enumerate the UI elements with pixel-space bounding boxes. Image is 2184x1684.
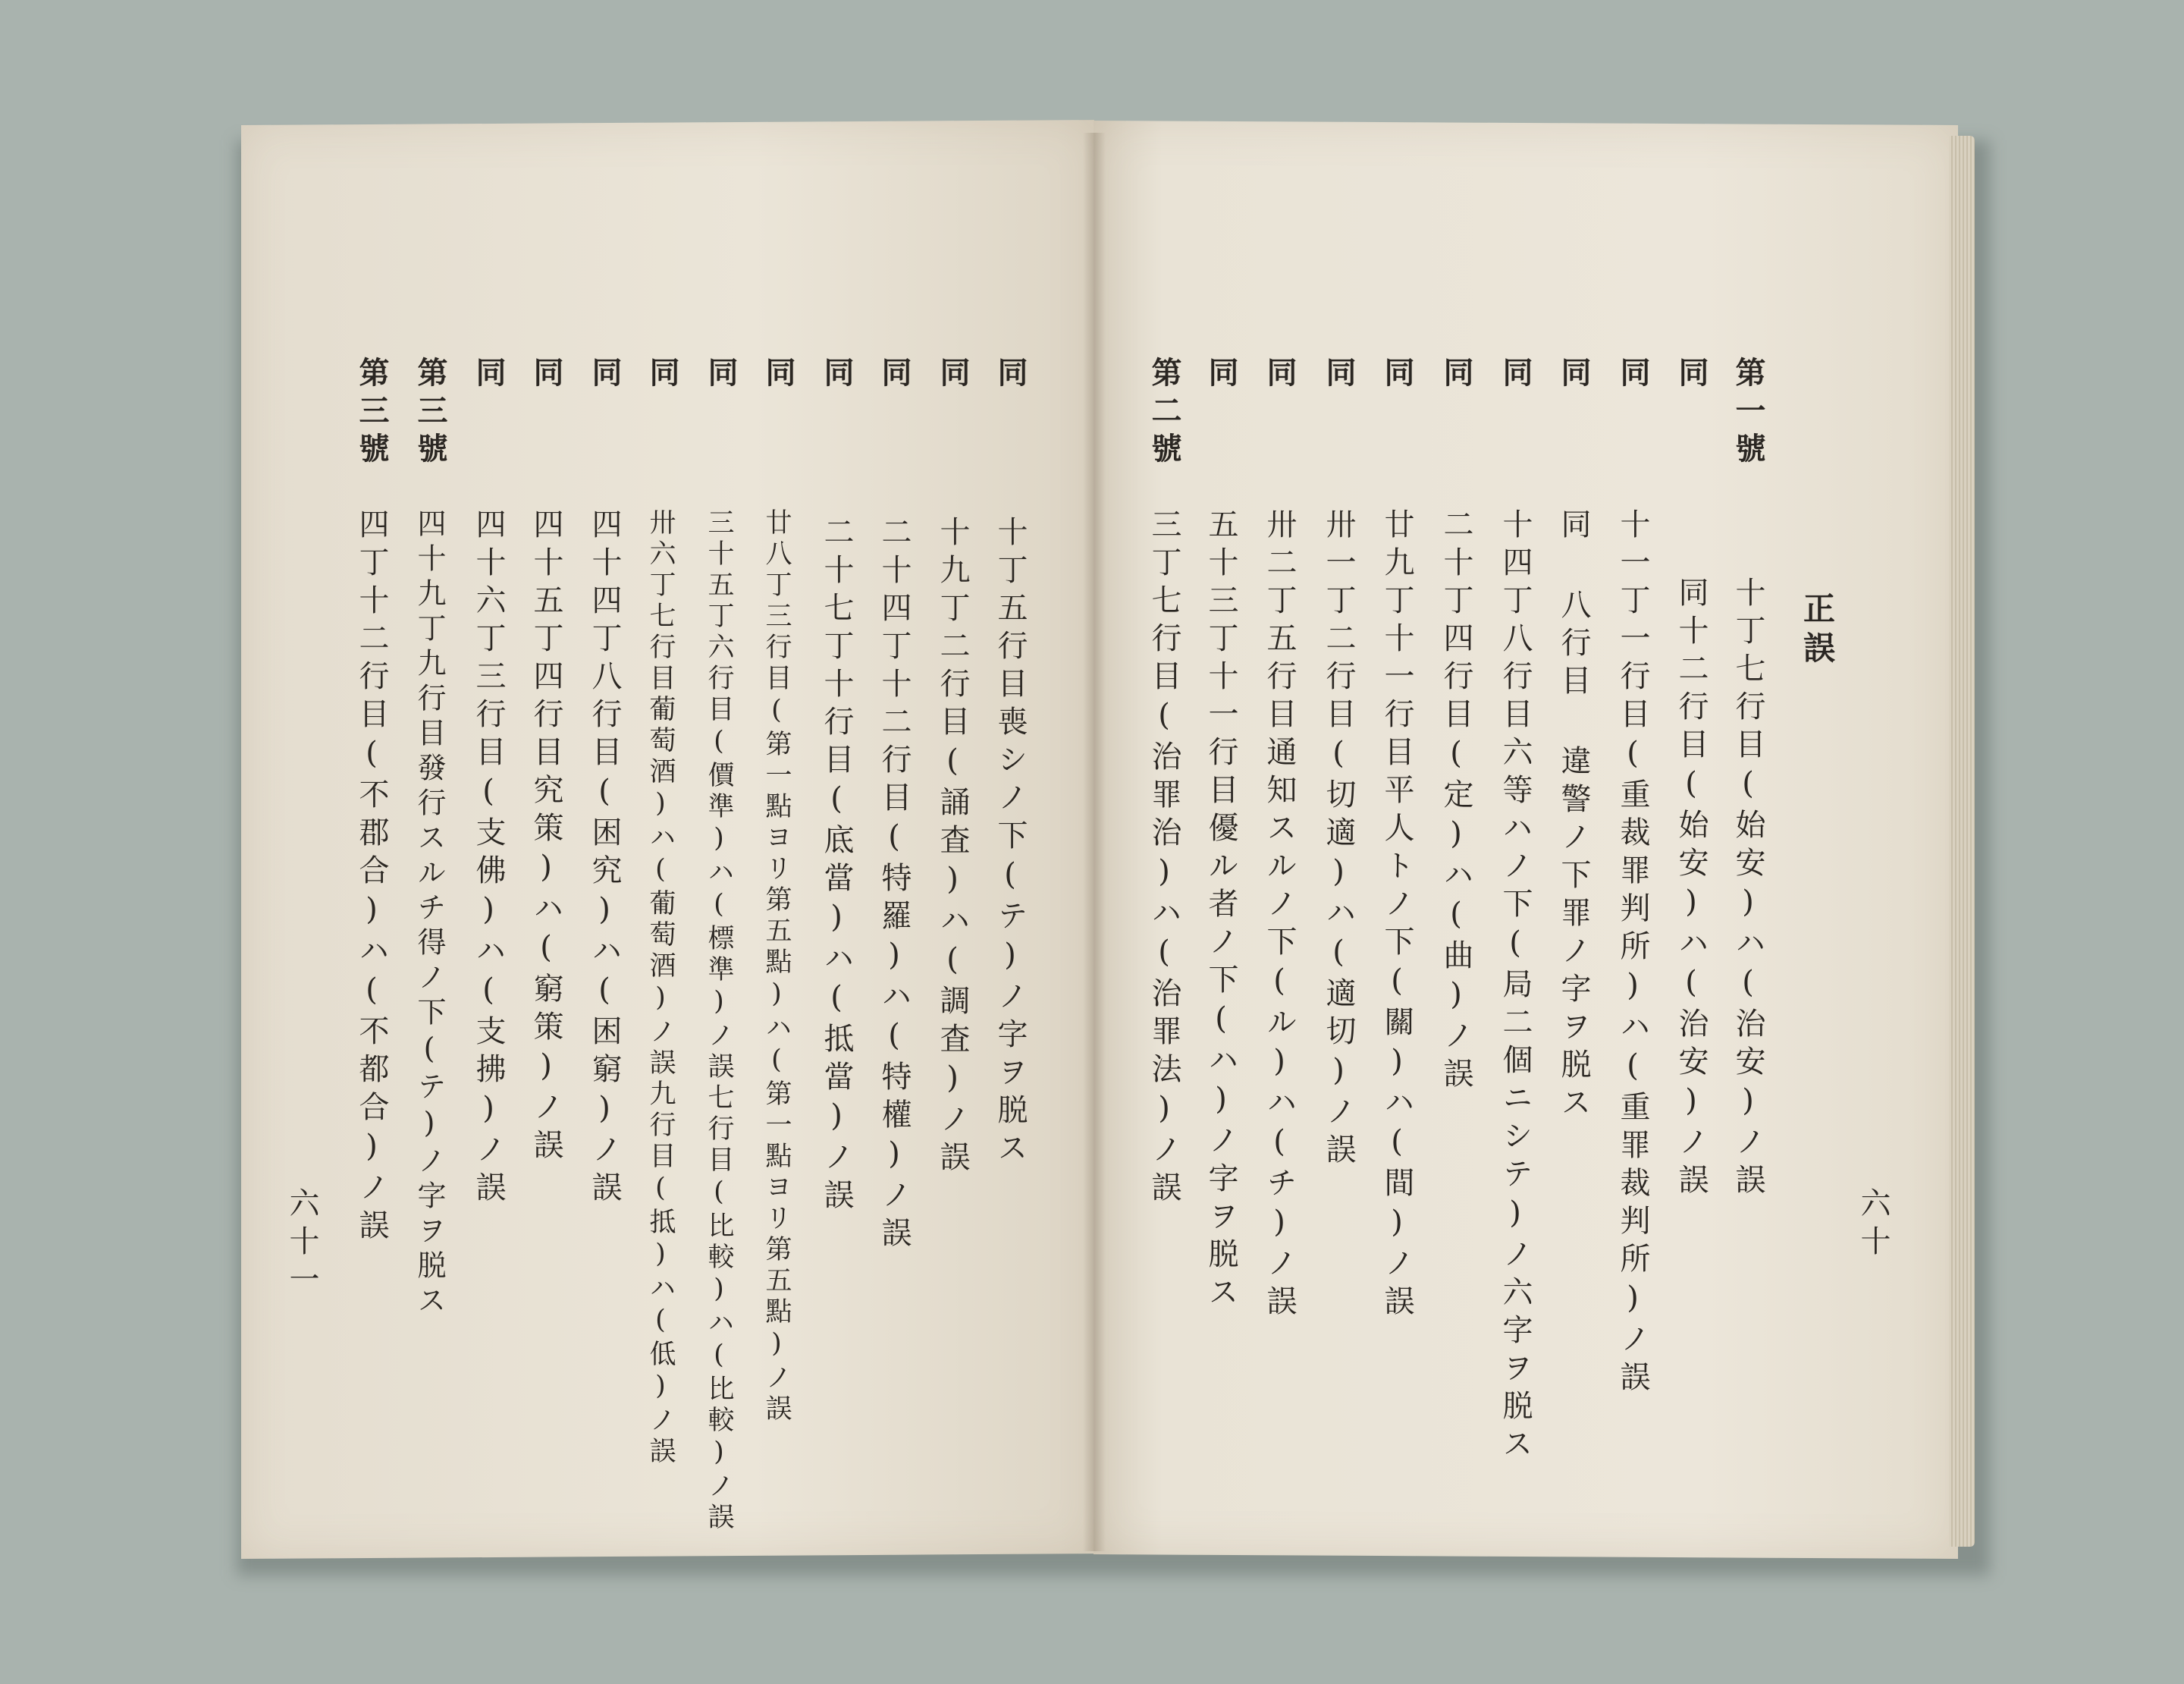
right-entry-2: 同十二行目(始安)ハ(治安)ノ誤 bbox=[1674, 577, 1709, 1202]
right-label-11: 第二號 bbox=[1147, 357, 1182, 470]
left-label-6: 同 bbox=[703, 357, 739, 394]
left-entry-2: 十九丁二行目(誦査)ハ(調査)ノ誤 bbox=[935, 516, 970, 1179]
left-entry-10: 四十六丁三行目(支佛)ハ(支拂)ノ誤 bbox=[471, 508, 506, 1209]
left-entry-3: 二十四丁十二行目(特羅)ハ(特權)ノ誤 bbox=[877, 516, 912, 1255]
left-label-11: 第三號 bbox=[413, 357, 448, 470]
right-entry-1: 十丁七行目(始安)ハ(治安)ノ誤 bbox=[1731, 577, 1765, 1202]
right-page-number: 六十 bbox=[1856, 1187, 1891, 1263]
right-entry-9: 卅二丁五行目通知スルノ下(ル)ハ(チ)ノ誤 bbox=[1262, 508, 1297, 1323]
right-entry-10: 五十三丁十一行目優ル者ノ下(ハ)ノ字ヲ脱ス bbox=[1203, 508, 1238, 1314]
left-label-4: 同 bbox=[819, 357, 855, 394]
left-page-number: 六十一 bbox=[284, 1187, 319, 1301]
right-label-2: 同 bbox=[1674, 357, 1709, 394]
left-label-1: 同 bbox=[993, 357, 1028, 394]
right-label-5: 同 bbox=[1498, 357, 1533, 394]
left-entry-4: 二十七丁十行目(底當)ハ(抵當)ノ誤 bbox=[819, 516, 854, 1217]
left-label-8: 同 bbox=[587, 357, 623, 394]
right-label-1: 第一號 bbox=[1731, 357, 1766, 470]
left-entry-6: 三十五丁六行目(價準)ハ(標準)ノ誤七行目(比較)ハ(比較)ノ誤 bbox=[704, 508, 734, 1534]
right-entry-4: 同 八行目 違警ノ下罪ノ字ヲ脱ス bbox=[1556, 508, 1591, 1124]
right-label-10: 同 bbox=[1203, 357, 1239, 394]
right-label-7: 同 bbox=[1379, 357, 1415, 394]
heading-errata: 正誤 bbox=[1799, 592, 1836, 671]
left-label-10: 同 bbox=[471, 357, 507, 394]
right-entry-8: 卅一丁二行目(切適)ハ(適切)ノ誤 bbox=[1321, 508, 1356, 1171]
right-label-6: 同 bbox=[1439, 357, 1474, 394]
right-entry-6: 二十丁四行目(定)ハ(曲)ノ誤 bbox=[1439, 508, 1473, 1095]
left-label-12: 第三號 bbox=[354, 357, 390, 470]
book-gutter bbox=[1083, 133, 1106, 1551]
page-edges bbox=[1949, 136, 1975, 1547]
left-entry-7: 卅六丁七行目葡萄酒)ハ(葡萄酒)ノ誤九行目(抵)ハ(低)ノ誤 bbox=[645, 508, 676, 1468]
right-label-9: 同 bbox=[1262, 357, 1298, 394]
left-entry-12: 四丁十二行目(不郡合)ハ(不都合)ノ誤 bbox=[354, 508, 389, 1247]
left-entry-9: 四十五丁四行目究策)ハ(窮策)ノ誤 bbox=[529, 508, 563, 1167]
left-label-3: 同 bbox=[877, 357, 912, 394]
left-label-2: 同 bbox=[935, 357, 971, 394]
left-label-5: 同 bbox=[761, 357, 796, 394]
right-entry-3: 十一丁一行目(重裁罪判所)ハ(重罪裁判所)ノ誤 bbox=[1615, 508, 1650, 1399]
right-entry-11: 三丁七行目(治罪治)ハ(治罪法)ノ誤 bbox=[1147, 508, 1181, 1209]
left-entry-11: 四十九丁九行目發行スルチ得ノ下(テ)ノ字ヲ脱ス bbox=[413, 508, 446, 1320]
right-label-4: 同 bbox=[1556, 357, 1592, 394]
left-label-9: 同 bbox=[529, 357, 564, 394]
right-label-3: 同 bbox=[1615, 357, 1651, 394]
left-entry-5: 廿八丁三行目(第一點ヨリ第五點)ハ(第一點ヨリ第五點)ノ誤 bbox=[761, 508, 792, 1425]
left-entry-8: 四十四丁八行目(困究)ハ(困窮)ノ誤 bbox=[587, 508, 622, 1209]
left-label-7: 同 bbox=[645, 357, 680, 394]
right-label-8: 同 bbox=[1321, 357, 1357, 394]
left-entry-1: 十丁五行目喪シノ下(テ)ノ字ヲ脱ス bbox=[993, 516, 1028, 1170]
right-entry-5: 十四丁八行目六等ハノ下(局二個ニシテ)ノ六字ヲ脱ス bbox=[1498, 508, 1533, 1466]
right-entry-7: 廿九丁十一行目平人トノ下(關)ハ(間)ノ誤 bbox=[1379, 508, 1414, 1323]
